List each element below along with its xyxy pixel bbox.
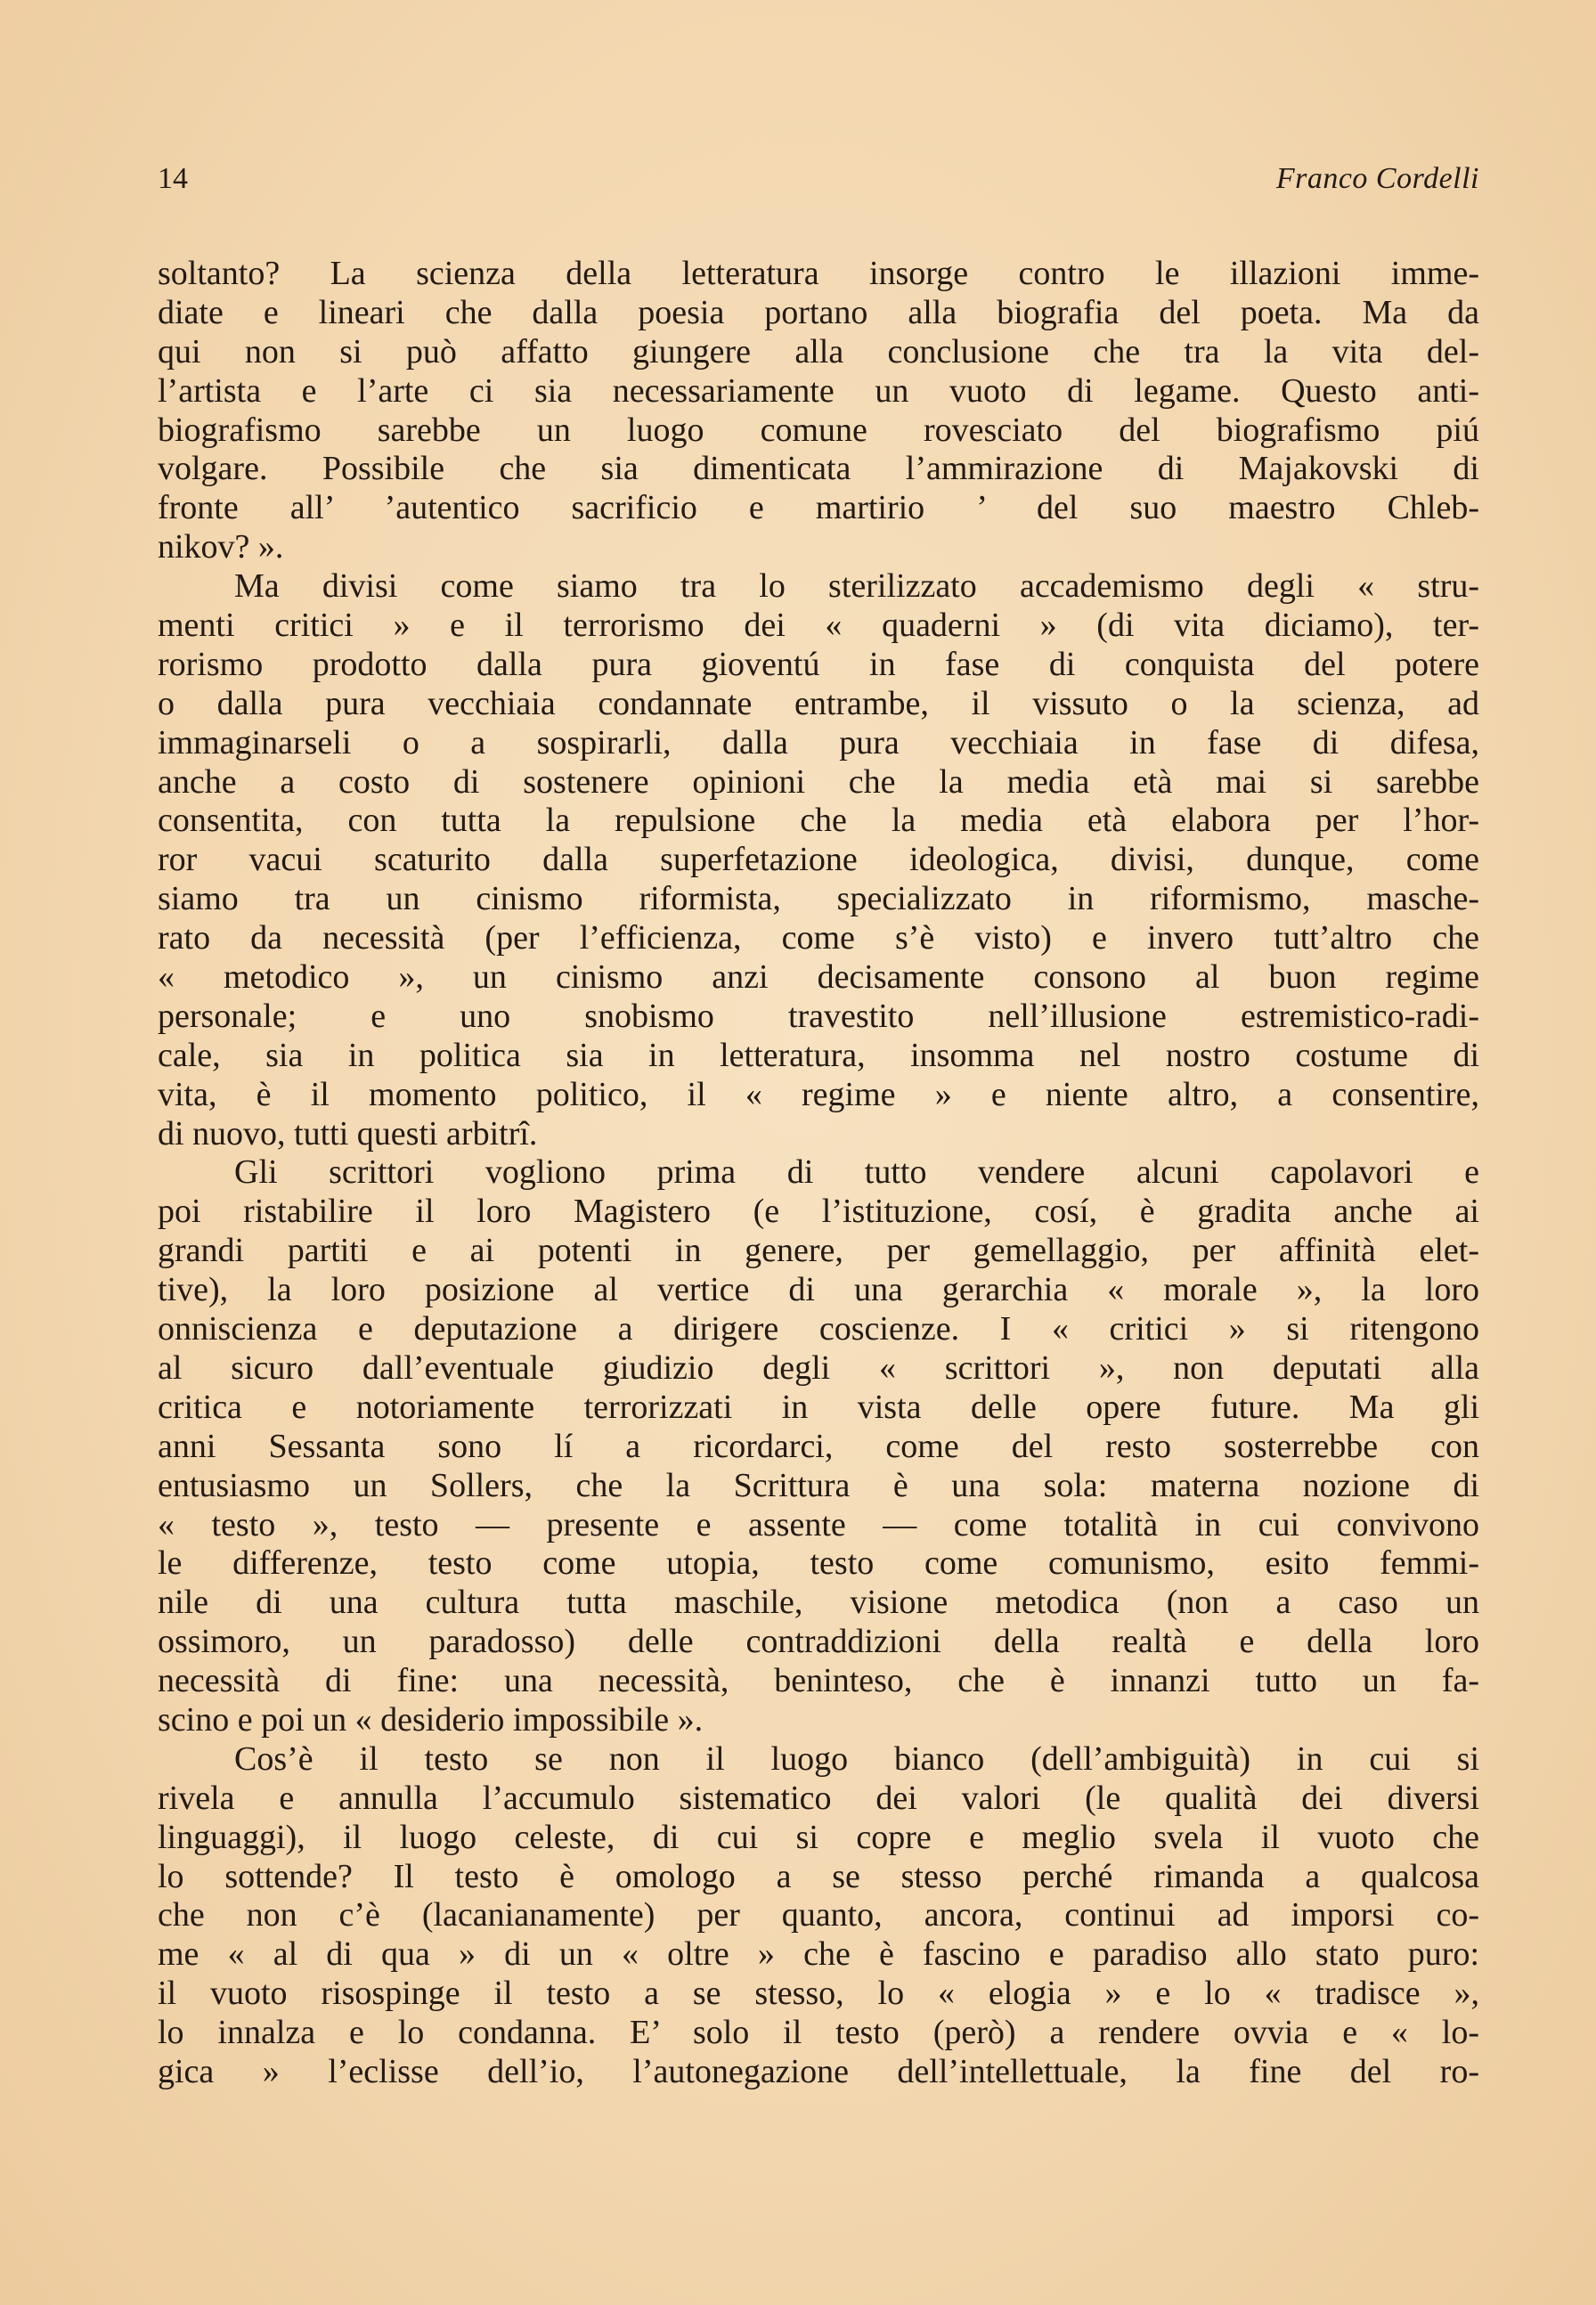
text-line: diate e lineari che dalla poesia portano alla biografia del poeta. Ma da	[158, 293, 1479, 331]
text-line: consentita, con tutta la repulsione che la media età elabora per l’hor-	[158, 802, 1479, 840]
text-line: me « al di qua » di un « oltre » che è fascino e paradiso allo stato puro:	[158, 1935, 1479, 1974]
text-line: rorismo prodotto dalla pura gioventú in fase di conquista del potere	[158, 645, 1479, 683]
text-line: l’artista e l’arte ci sia necessariamente un vuoto di legame. Questo anti-	[158, 371, 1479, 410]
text-line: anni Sessanta sono lí a ricordarci, come del resto sosterrebbe con	[158, 1427, 1479, 1465]
text-line: fronte all’ ’autentico sacrificio e martirio ’ del suo maestro Chleb-	[158, 489, 1479, 527]
text-line: onniscienza e deputazione a dirigere coscienze. I « critici » si ritengono	[158, 1310, 1479, 1348]
text-line: volgare. Possibile che sia dimenticata l’ammirazione di Majakovski di	[158, 450, 1479, 488]
text-line: nile di una cultura tutta maschile, visione metodica (non a caso un	[158, 1584, 1479, 1622]
text-line: necessità di fine: una necessità, beninteso, che è innanzi tutto un fa-	[158, 1662, 1479, 1700]
text-line: Cos’è il testo se non il luogo bianco (dell’ambiguità) in cui si	[234, 1739, 1479, 1778]
text-line: cale, sia in politica sia in letteratura, insomma nel nostro costume di	[158, 1036, 1479, 1074]
text-line: critica e notoriamente terrorizzati in vista delle opere future. Ma gli	[158, 1388, 1479, 1426]
text-line: ossimoro, un paradosso) delle contraddizioni della realtà e della loro	[158, 1623, 1479, 1661]
text-line: che non c’è (lacanianamente) per quanto, ancora, continui ad imporsi co-	[158, 1896, 1479, 1934]
text-line: grandi partiti e ai potenti in genere, per gemellaggio, per affinità elet-	[158, 1232, 1479, 1270]
text-line: tive), la loro posizione al vertice di una gerarchia « morale », la loro	[158, 1271, 1479, 1309]
text-line: personale; e uno snobismo travestito nell’illusione estremistico-radi-	[158, 997, 1479, 1035]
text-line: siamo tra un cinismo riformista, specializzato in riformismo, masche-	[158, 880, 1479, 918]
body-text	[158, 255, 1479, 2092]
text-line: anche a costo di sostenere opinioni che la media età mai si sarebbe	[158, 762, 1479, 801]
text-line: entusiasmo un Sollers, che la Scrittura è una sola: materna nozione di	[158, 1466, 1479, 1504]
text-line: le differenze, testo come utopia, testo come comunismo, esito femmi-	[158, 1544, 1479, 1583]
text-line: gica » l’eclisse dell’io, l’autonegazione dell’intellettuale, la fine del ro-	[158, 2052, 1479, 2090]
text-line: linguaggi), il luogo celeste, di cui si copre e meglio svela il vuoto che	[158, 1818, 1479, 1856]
text-line: ror vacui scaturito dalla superfetazione ideologica, divisi, dunque, come	[158, 841, 1479, 879]
text-line: poi ristabilire il loro Magistero (e l’istituzione, cosí, è gradita anche ai	[158, 1193, 1479, 1231]
text-line: rivela e annulla l’accumulo sistematico dei valori (le qualità dei diversi	[158, 1779, 1479, 1817]
text-line: vita, è il momento politico, il « regime » e niente altro, a consentire,	[158, 1075, 1479, 1113]
text-line: qui non si può affatto giungere alla conclusione che tra la vita del-	[158, 332, 1479, 371]
running-title: Franco Cordelli	[1275, 162, 1479, 195]
text-line: nikov? ».	[158, 528, 284, 566]
text-line: Gli scrittori vogliono prima di tutto vendere alcuni capolavori e	[234, 1153, 1479, 1192]
text-line: Ma divisi come siamo tra lo sterilizzato accademismo degli « stru-	[234, 567, 1479, 606]
text-line: soltanto? La scienza della letteratura insorge contro le illazioni imme-	[158, 255, 1479, 292]
text-line: lo sottende? Il testo è omologo a se stesso perché rimanda a qualcosa	[158, 1857, 1479, 1895]
text-line: il vuoto risospinge il testo a se stesso, lo « elogia » e lo « tradisce »,	[158, 1975, 1479, 2013]
text-line: « metodico », un cinismo anzi decisamente consono al buon regime	[158, 958, 1479, 997]
text-line: al sicuro dall’eventuale giudizio degli « scrittori », non deputati alla	[158, 1348, 1479, 1387]
text-line: lo innalza e lo condanna. E’ solo il testo (però) a rendere ovvia e « lo-	[158, 2014, 1479, 2052]
text-line: rato da necessità (per l’efficienza, come s’è visto) e invero tutt’altro che	[158, 919, 1479, 957]
text-line: « testo », testo — presente e assente — come totalità in cui convivono	[158, 1505, 1479, 1543]
text-line: o dalla pura vecchiaia condannate entrambe, il vissuto o la scienza, ad	[158, 684, 1479, 722]
page-header	[158, 157, 1479, 201]
text-line: immaginarseli o a sospirarli, dalla pura vecchiaia in fase di difesa,	[158, 723, 1479, 762]
page-number: 14	[158, 162, 188, 195]
text-line: di nuovo, tutti questi arbitrî.	[158, 1114, 538, 1152]
text-line: biografismo sarebbe un luogo comune rovesciato del biografismo piú	[158, 411, 1479, 449]
text-line: menti critici » e il terrorismo dei « quaderni » (di vita diciamo), ter-	[158, 607, 1479, 645]
text-line: scino e poi un « desiderio impossibile ».	[158, 1700, 704, 1739]
